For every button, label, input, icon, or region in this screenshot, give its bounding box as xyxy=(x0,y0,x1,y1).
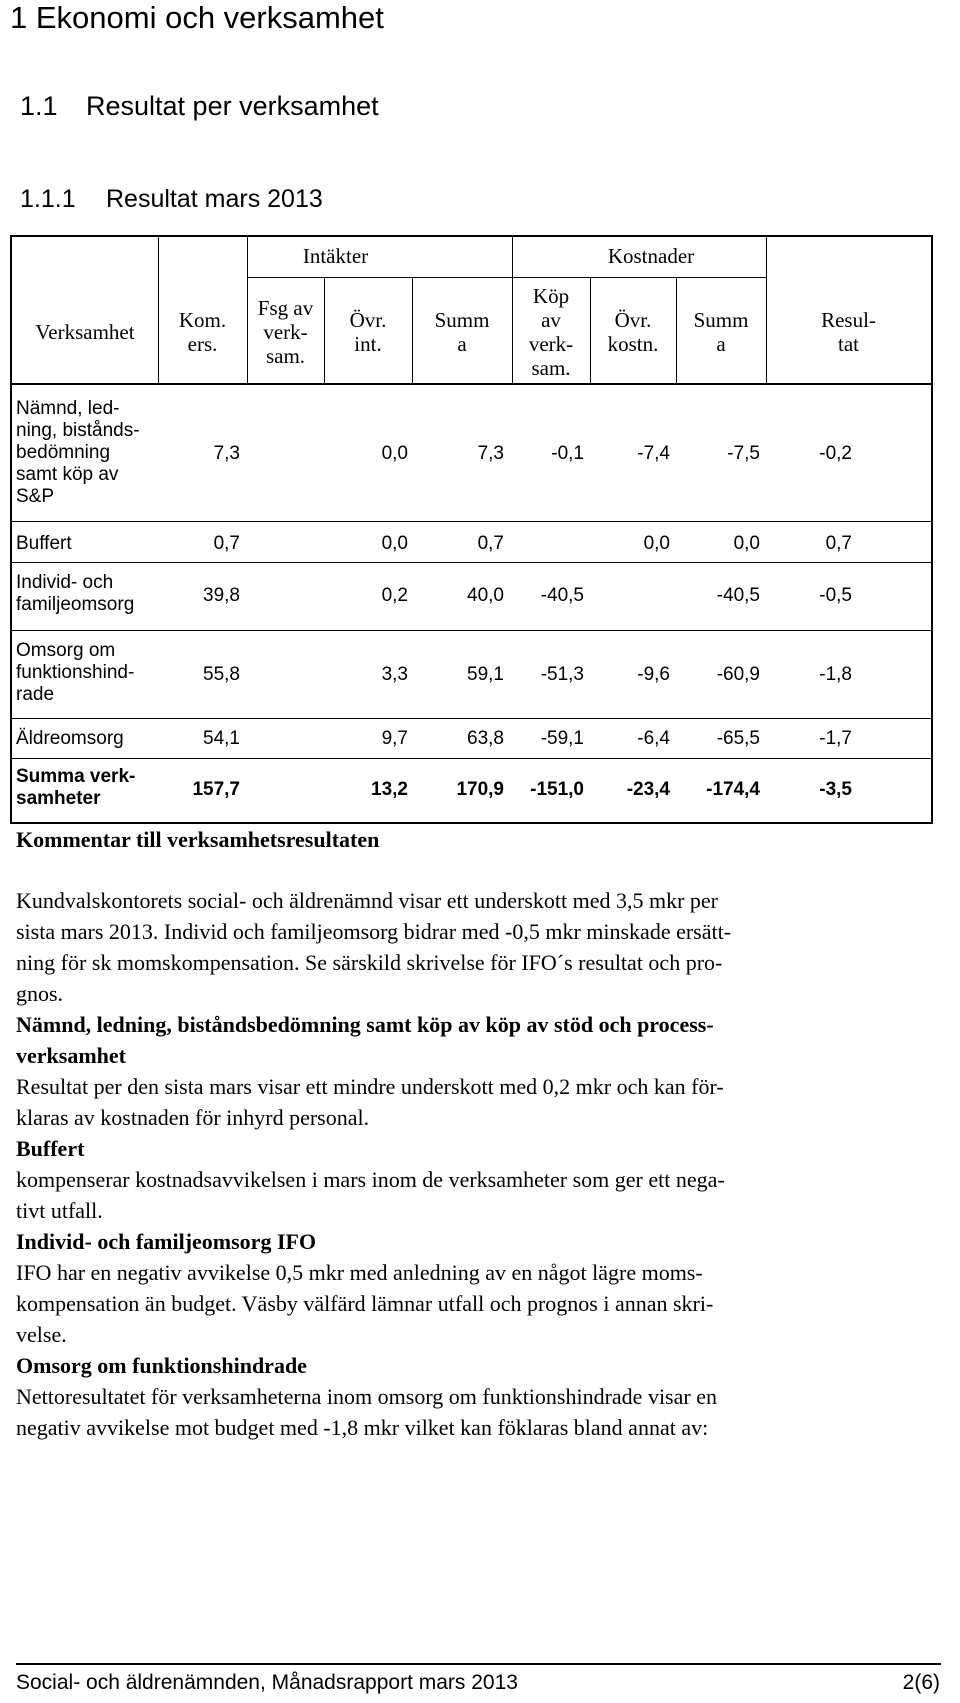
header-line: a xyxy=(457,332,467,356)
cell-ovr-int: 0,0 xyxy=(381,533,408,554)
header-line: Övr. xyxy=(614,308,652,332)
buffert-heading: Buffert xyxy=(16,1136,85,1161)
row-label-ifo xyxy=(16,572,166,616)
table-border xyxy=(10,521,933,522)
cell-resultat: -0,2 xyxy=(819,443,852,464)
cell-ovr-kostn: 0,0 xyxy=(643,533,670,554)
cell-kop: -59,1 xyxy=(540,728,584,749)
intro-paragraph xyxy=(16,885,936,1009)
cell-kom: 7,3 xyxy=(213,443,240,464)
header-line: sam. xyxy=(531,356,571,380)
header-line: Fsg av xyxy=(257,296,314,320)
cell-summa-kostn: -7,5 xyxy=(727,443,760,464)
header-verksamhet: Verksamhet xyxy=(35,320,135,344)
text-line: tivt utfall. xyxy=(16,1198,103,1223)
cell-kom: 157,7 xyxy=(192,779,240,800)
cell-summa-int: 59,1 xyxy=(467,664,504,685)
header-line: Summ xyxy=(693,308,749,332)
namnd-heading xyxy=(16,1009,936,1071)
cell-summa-int: 63,8 xyxy=(467,728,504,749)
cell-ovr-int: 13,2 xyxy=(371,779,408,800)
label-line: S&P xyxy=(16,486,55,507)
cell-ovr-int: 9,7 xyxy=(381,728,408,749)
header-kop-av-verksam xyxy=(512,284,590,380)
cell-ovr-kostn: -23,4 xyxy=(626,779,670,800)
label-line: samheter xyxy=(16,788,101,809)
section-title: Resultat per verksamhet xyxy=(86,91,379,121)
label-line: Äldreomsorg xyxy=(16,728,124,749)
label-line: Individ- och xyxy=(16,572,114,593)
header-summa-intakter xyxy=(412,308,512,356)
cell-resultat: -3,5 xyxy=(819,779,852,800)
footer-rule xyxy=(16,1663,941,1665)
text-line: verksamhet xyxy=(16,1043,126,1068)
header-line: Kom. xyxy=(178,308,227,332)
text-line: velse. xyxy=(16,1322,67,1347)
header-fsg xyxy=(247,296,324,368)
cell-resultat: -1,8 xyxy=(819,664,852,685)
subsection-title: Resultat mars 2013 xyxy=(106,185,323,213)
section-number: 1.1 xyxy=(20,91,58,121)
table-border xyxy=(10,718,933,719)
text-line: Resultat per den sista mars visar ett mindre underskott med 0,2 mkr och kan för- xyxy=(16,1074,724,1099)
buffert-paragraph xyxy=(16,1164,936,1226)
cell-summa-int: 170,9 xyxy=(456,779,504,800)
cell-summa-kostn: -65,5 xyxy=(716,728,760,749)
row-label-omsorg xyxy=(16,640,166,706)
header-line: Summ xyxy=(434,308,490,332)
label-line: Buffert xyxy=(16,533,72,554)
header-line: kostn. xyxy=(607,332,659,356)
header-kom-ers xyxy=(158,308,247,356)
cell-kom: 0,7 xyxy=(213,533,240,554)
cell-summa-int: 7,3 xyxy=(477,443,504,464)
cell-summa-kostn: -40,5 xyxy=(716,585,760,606)
page-heading: 1 Ekonomi och verksamhet xyxy=(10,0,384,35)
table-border xyxy=(10,383,933,385)
cell-summa-kostn: -60,9 xyxy=(716,664,760,685)
label-line: Omsorg om xyxy=(16,640,116,661)
ifo-heading: Individ- och familjeomsorg IFO xyxy=(16,1229,317,1254)
table-border xyxy=(931,235,933,824)
table-border xyxy=(10,758,933,759)
row-label-buffert xyxy=(16,533,166,555)
cell-ovr-kostn: -6,4 xyxy=(637,728,670,749)
text-line: kompenserar kostnadsavvikelsen i mars inom de verksamheter som ger ett nega- xyxy=(16,1167,725,1192)
footer-title: Social- och äldrenämnden, Månadsrapport mars 2013 xyxy=(16,1671,518,1694)
cell-kom: 39,8 xyxy=(203,585,240,606)
cell-ovr-kostn: -7,4 xyxy=(637,443,670,464)
omsorg-heading: Omsorg om funktionshindrade xyxy=(16,1353,307,1378)
label-line: rade xyxy=(16,684,55,705)
row-label-summa xyxy=(16,766,166,810)
label-line: ning, bistånds- xyxy=(16,420,140,441)
cell-summa-int: 40,0 xyxy=(467,585,504,606)
cell-ovr-int: 0,0 xyxy=(381,443,408,464)
header-intakter: Intäkter xyxy=(302,244,369,268)
label-line: bedömning xyxy=(16,442,111,463)
header-ovr-int xyxy=(324,308,412,356)
text-line: IFO har en negativ avvikelse 0,5 mkr med anledning av en något lägre moms- xyxy=(16,1260,703,1285)
text-line: klaras av kostnaden för inhyrd personal. xyxy=(16,1105,370,1130)
header-line: Övr. xyxy=(349,308,387,332)
header-ovr-kostn xyxy=(590,308,676,356)
label-line: Summa verk- xyxy=(16,766,136,787)
namnd-paragraph xyxy=(16,1071,936,1133)
header-line: a xyxy=(716,332,726,356)
header-line: verk- xyxy=(528,332,574,356)
cell-ovr-int: 0,2 xyxy=(381,585,408,606)
subsection-number: 1.1.1 xyxy=(20,185,76,213)
header-line: verk- xyxy=(263,320,308,344)
cell-kom: 55,8 xyxy=(203,664,240,685)
cell-resultat: -1,7 xyxy=(819,728,852,749)
text-line: Nämnd, ledning, biståndsbedömning samt köp av köp av stöd och process- xyxy=(16,1012,714,1037)
omsorg-paragraph xyxy=(16,1381,936,1443)
cell-resultat: 0,7 xyxy=(825,533,852,554)
row-label-aldreomsorg xyxy=(16,728,166,750)
table-border xyxy=(10,562,933,563)
header-line: int. xyxy=(354,332,382,356)
text-line: Kundvalskontorets social- och äldrenämnd visar ett underskott med 3,5 mkr per xyxy=(16,888,718,913)
header-line: Resul- xyxy=(821,308,876,332)
header-line: ers. xyxy=(187,332,218,356)
cell-kom: 54,1 xyxy=(203,728,240,749)
cell-resultat: -0,5 xyxy=(819,585,852,606)
cell-ovr-int: 3,3 xyxy=(381,664,408,685)
text-line: gnos. xyxy=(16,981,64,1006)
table-border xyxy=(512,277,766,278)
table-border xyxy=(10,630,933,631)
cell-summa-int: 0,7 xyxy=(477,533,504,554)
cell-kop: -40,5 xyxy=(540,585,584,606)
text-line: negativ avvikelse mot budget med -1,8 mkr vilket kan föklaras bland annat av: xyxy=(16,1415,709,1440)
cell-kop: -51,3 xyxy=(540,664,584,685)
header-resultat xyxy=(766,308,931,356)
ifo-paragraph xyxy=(16,1257,936,1350)
cell-summa-kostn: -174,4 xyxy=(706,779,760,800)
header-line: tat xyxy=(838,332,859,356)
label-line: familjeomsorg xyxy=(16,594,135,615)
text-line: ning för sk momskompensation. Se särskild skrivelse för IFO´s resultat och pro- xyxy=(16,950,723,975)
label-line: samt köp av xyxy=(16,464,119,485)
cell-ovr-kostn: -9,6 xyxy=(637,664,670,685)
text-line: sista mars 2013. Individ och familjeomsorg bidrar med -0,5 mkr minskade ersätt- xyxy=(16,919,732,944)
table-border xyxy=(247,277,512,278)
cell-kop: -151,0 xyxy=(530,779,584,800)
cell-summa-kostn: 0,0 xyxy=(733,533,760,554)
cell-kop: -0,1 xyxy=(551,443,584,464)
header-kostnader: Kostnader xyxy=(607,244,695,268)
row-label-namnd xyxy=(16,398,166,508)
text-line: Nettoresultatet för verksamheterna inom omsorg om funktionshindrade visar en xyxy=(16,1384,717,1409)
label-line: Nämnd, led- xyxy=(16,398,120,419)
header-line: av xyxy=(541,308,561,332)
text-line: kompensation än budget. Väsby välfärd lämnar utfall och prognos i annan skri- xyxy=(16,1291,714,1316)
header-line: sam. xyxy=(265,344,306,368)
label-line: funktionshind- xyxy=(16,662,135,683)
header-summa-kostnader xyxy=(676,308,766,356)
kommentar-heading: Kommentar till verksamhetsresultaten xyxy=(16,827,380,852)
header-line: Köp xyxy=(532,284,570,308)
table-border xyxy=(10,235,933,237)
page-number: 2(6) xyxy=(902,1671,940,1694)
